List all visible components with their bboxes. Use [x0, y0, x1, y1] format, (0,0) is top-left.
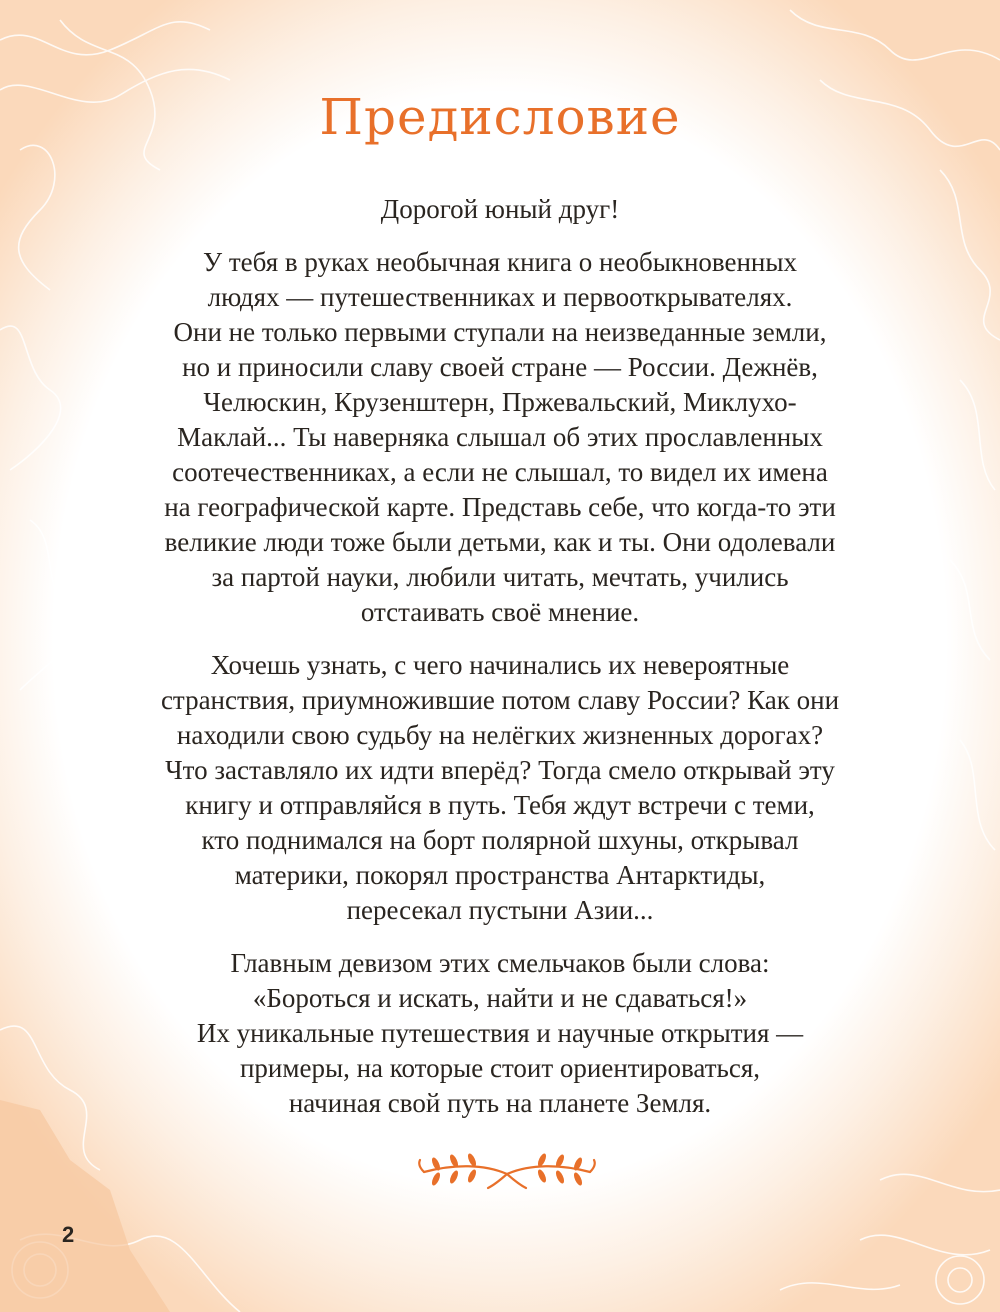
- page-title: Предисловие: [319, 88, 681, 146]
- paragraph-2: [110, 648, 890, 928]
- text-line: Челюскин, Крузенштерн, Пржевальский, Миклухо-: [203, 387, 797, 417]
- text-line: У тебя в руках необычная книга о необыкновенных: [202, 247, 798, 277]
- text-line: Хочешь узнать, с чего начинались их невероятные: [210, 650, 790, 680]
- text-line: пересекал пустыни Азии...: [346, 895, 654, 925]
- text-line: людях — путешественниках и первооткрывателях.: [207, 282, 793, 312]
- text-line: «Бороться и искать, найти и не сдаваться!»: [252, 983, 748, 1013]
- text-line: великие люди тоже были детьми, как и ты. Они одолевали: [164, 527, 836, 557]
- text-line: Маклай... Ты наверняка слышал об этих прославленных: [177, 422, 823, 452]
- text-line: соотечественниках, а если не слышал, то видел их имена: [172, 457, 828, 487]
- text-line: кто поднимался на борт полярной шхуны, открывал: [201, 825, 799, 855]
- text-line: Что заставляло их идти вперёд? Тогда смело открывай эту: [165, 755, 835, 785]
- text-line: начиная свой путь на планете Земля.: [288, 1088, 712, 1118]
- body-text: [110, 192, 890, 1139]
- text-line: материки, покорял пространства Антарктиды,: [234, 860, 766, 890]
- text-line: на географической карте. Представь себе, что когда-то эти: [164, 492, 836, 522]
- page-number: 2: [62, 1222, 75, 1247]
- text-line: но и приносили славу своей стране — России. Дежнёв,: [182, 352, 818, 382]
- text-line: за партой науки, любили читать, мечтать, учились: [211, 562, 789, 592]
- text-line: находили свою судьбу на нелёгких жизненных дорогах?: [176, 720, 824, 750]
- text-line: Главным девизом этих смельчаков были слова:: [230, 948, 770, 978]
- text-line: примеры, на которые стоит ориентироваться,: [239, 1053, 760, 1083]
- paragraph-3: [110, 946, 890, 1121]
- laurel-branch-icon: [414, 1152, 600, 1192]
- text-line: Их уникальные путешествия и научные открытия —: [196, 1018, 804, 1048]
- paragraph-1: [110, 245, 890, 630]
- text-line: странствия, приумножившие потом славу России? Как они: [160, 685, 840, 715]
- text-line: отстаивать своё мнение.: [360, 597, 640, 627]
- text-line: Они не только первыми ступали на неизведанные земли,: [173, 317, 827, 347]
- greeting: Дорогой юный друг!: [380, 194, 620, 224]
- text-line: книгу и отправляйся в путь. Тебя ждут встречи с теми,: [185, 790, 815, 820]
